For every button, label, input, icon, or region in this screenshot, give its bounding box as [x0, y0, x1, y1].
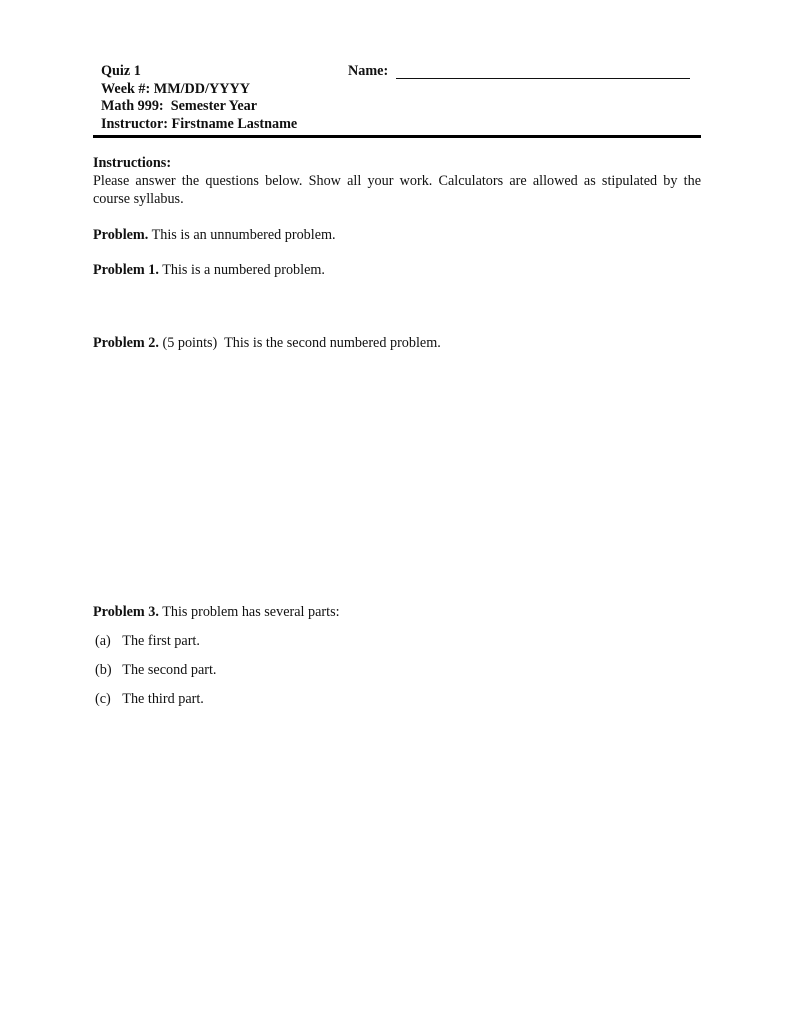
problem-text: This is an unnumbered problem.	[151, 227, 336, 243]
problem-3-part-a	[95, 633, 200, 651]
course-line: Math 999: Semester Year	[101, 98, 258, 115]
problem-label: Problem 2.	[93, 335, 159, 351]
part-text: The second part.	[122, 662, 217, 678]
instructions-heading: Instructions:	[93, 155, 172, 171]
problem-text: This is the second numbered problem.	[224, 335, 441, 351]
problem-3-part-b	[95, 662, 216, 680]
instructor-line: Instructor: Firstname Lastname	[101, 116, 298, 133]
problem-3	[93, 604, 701, 622]
header-info	[101, 63, 297, 134]
name-label: Name:	[348, 63, 389, 79]
problem-2	[93, 335, 701, 353]
part-text: The first part.	[122, 633, 200, 649]
problem-3-part-c	[95, 691, 204, 709]
problem-1	[93, 262, 701, 280]
part-label: (b)	[95, 662, 112, 678]
problem-label: Problem.	[93, 227, 149, 243]
problem-points: (5 points)	[162, 335, 218, 351]
header-divider	[93, 135, 701, 138]
problem-unnumbered	[93, 227, 701, 245]
problem-label: Problem 3.	[93, 604, 159, 620]
problem-label: Problem 1.	[93, 262, 159, 278]
part-text: The third part.	[122, 691, 204, 707]
name-blank-line[interactable]	[396, 78, 690, 79]
quiz-title: Quiz 1	[101, 63, 141, 79]
problem-text: This is a numbered problem.	[162, 262, 325, 278]
instructions-text: Please answer the questions below. Show all your work. Calculators are allowed as stipulated by the course syllabus.	[93, 172, 701, 207]
problem-text: This problem has several parts:	[162, 604, 340, 620]
week-line: Week #: MM/DD/YYYY	[101, 80, 250, 97]
part-label: (a)	[95, 633, 111, 649]
instructions-section	[93, 155, 701, 208]
name-field-block	[348, 63, 690, 81]
part-label: (c)	[95, 691, 111, 707]
